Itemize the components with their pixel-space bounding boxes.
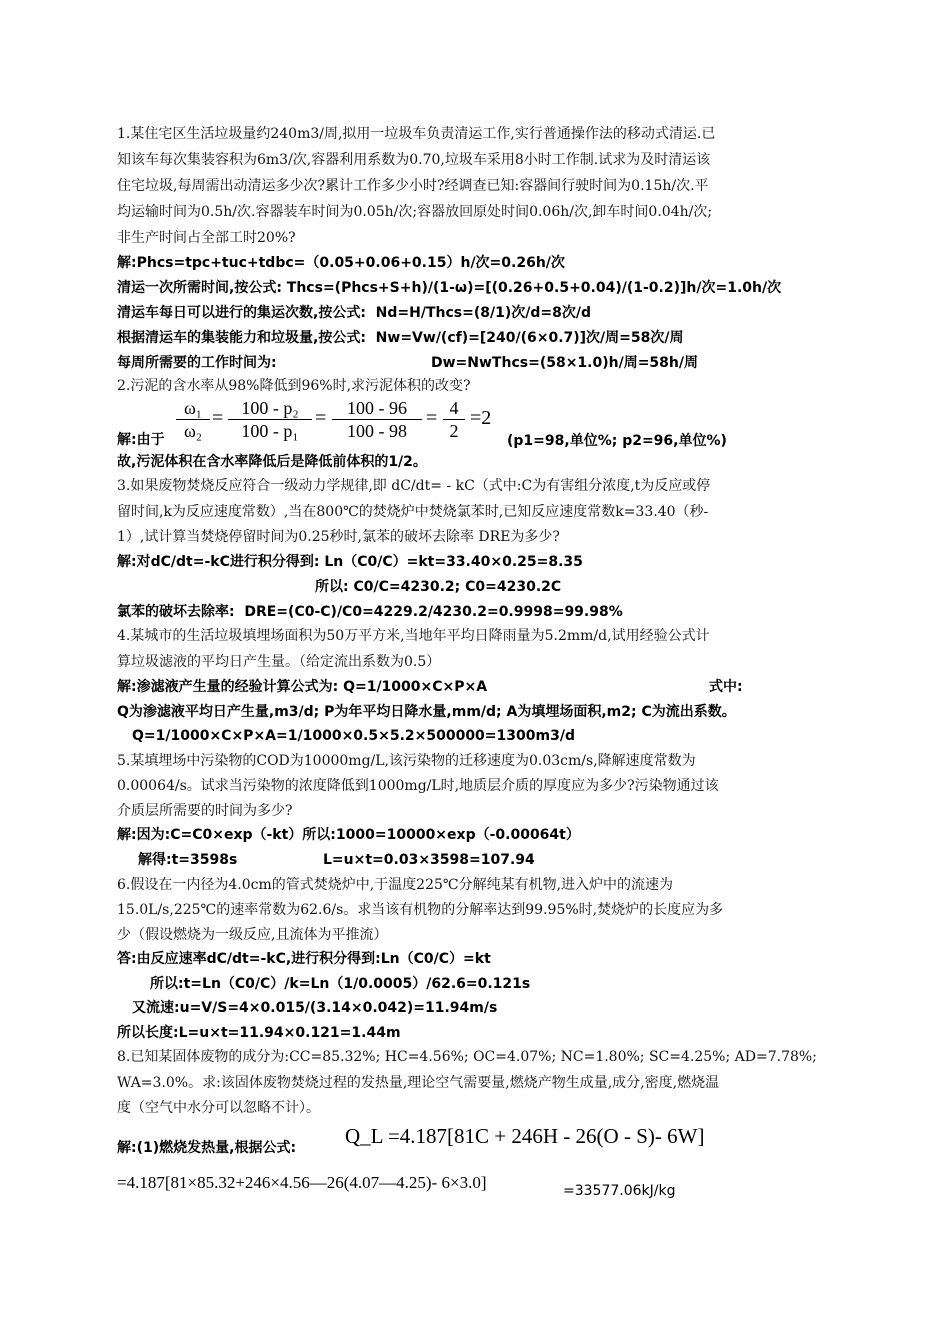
q4-solution-line: Q=1/1000×C×P×A=1/1000×0.5×5.2×500000=1300m3/d	[132, 728, 575, 744]
q3-solution-line: 氯苯的破坏去除率: DRE=(C0-C)/C0=4229.2/4230.2=0.9998=99.98%	[117, 604, 623, 620]
q1-solution-line: 根据清运车的集装能力和垃圾量,按公式: Nw=Vw/(cf)=[240/(6×0.7)]次/周=58次/周	[117, 330, 684, 346]
q5-solution-line: L=u×t=0.03×3598=107.94	[323, 852, 535, 868]
q2-units-note: (p1=98,单位%; p2=96,单位%)	[507, 433, 727, 449]
q6-solution-line: 答:由反应速率dC/dt=-kC,进行积分得到:Ln（C0/C）=kt	[117, 951, 491, 967]
q1-solution-line: 每周所需要的工作时间为:	[117, 355, 277, 371]
q6-solution-line: 所以:t=Ln（C0/C）/k=Ln（1/0.0005）/62.6=0.121s	[150, 976, 531, 992]
q5-text-line: 5.某填埋场中污染物的COD为10000mg/L,该污染物的迁移速度为0.03cm/s,降解速度常数为	[117, 753, 696, 769]
q8-text-line: 度（空气中水分可以忽略不计）。	[117, 1100, 320, 1116]
q3-text-line: 3.如果废物焚烧反应符合一级动力学规律,即 dC/dt= - kC（式中:C为有害组分浓度,t为反应或停	[117, 478, 711, 494]
q2-conclusion: 故,污泥体积在含水率降低后是降低前体积的1/2。	[117, 454, 427, 470]
q3-text-line: 留时间,k为反应速度常数）,当在800℃的焚烧炉中焚烧氯苯时,已知反应速度常数k=33.40（秒-	[117, 504, 709, 520]
q4-where-label: 式中:	[709, 679, 743, 695]
q1-text-line: 均运输时间为0.5h/次.容器装车时间为0.05h/次;容器放回原处时间0.06h/次,卸车时间0.04h/次;	[117, 204, 713, 220]
heating-value-formula: Q_L =4.187[81C + 246H - 26(O - S)- 6W]	[345, 1124, 705, 1148]
simplified-ratio: $\frac{4}{2}$	[443, 397, 465, 442]
q5-text-line: 0.00064/s。试求当污染物的浓度降低到1000mg/L时,地质层介质的厚度应为多少?污染物通过该	[117, 778, 719, 794]
q3-solution-line: 所以: C0/C=4230.2; C0=4230.2C	[315, 579, 562, 595]
q1-text-line: 住宅垃圾,每周需出动清运多少次?累计工作多少小时?经调查已知:容器间行驶时间为0.15h/次.平	[117, 178, 709, 194]
heating-value-result: =33577.06kJ/kg	[563, 1183, 676, 1199]
q6-solution-line: 所以长度:L=u×t=11.94×0.121=1.44m	[117, 1025, 401, 1041]
q4-solution-line: 解:渗滤液产生量的经验计算公式为: Q=1/1000×C×P×A	[117, 679, 488, 695]
numeric-ratio: $\frac{100 - 96}{100 - 98}$	[332, 397, 422, 442]
q2-text-line: 2.污泥的含水率从98%降低到96%时,求污泥体积的改变?	[117, 378, 471, 394]
q4-text-line: 算垃圾滤液的平均日产生量。（给定流出系数为0.5）	[117, 654, 441, 670]
q1-solution-formula: Dw=NwThcs=(58×1.0)h/周=58h/周	[431, 355, 698, 371]
q5-text-line: 介质层所需要的时间为多少?	[117, 803, 293, 819]
document-page: 1.某住宅区生活垃圾量约240m3/周,拟用一垃圾车负责清运工作,实行普通操作法的移动式清运.已 知该车每次集装容积为6m3/次,容器利用系数为0.70,垃圾车采用8小时工作制.试求为及时清运该 住宅垃圾,每周需出动清运多少次?累计工作多少小时?经调查已知:容器间行驶时间为0.15h/次.平 均运输时间为0.5h/次.容器装车时间为0.05h/次;容器放回原处时间0.06h/次,卸车时间0.04h/次; 非生产时间占全部工时20%? 解:Phcs=tpc+tuc+tdbc=（0.05+0.06+0.15）h/次=0.26h/次 清运一次所需时间,按公式: Thcs=(Phcs+S+h)/(1-ω)=[(0.26+0.5+0.04)/(1-0.2)]h/次=1.0h/次 清运车每日可以进行的集运次数,按公式: Nd=H/Thcs=(8/1)次/d=8次/d 根据清运车的集装能力和垃圾量,按公式: Nw=Vw/(cf)=[240/(6×0.7)]次/周=58次/周 每周所需要的工作时间为: Dw=NwThcs=(58×1.0)h/周=58h/周 2.污泥的含水率从98%降低到96%时,求污泥体积的改变? $\frac{\text{ω₁}}{\text{ω₂}}$ = $\frac{\text{100 - p₂}}{\text{100 - p₁}}$ = $\frac{100 - 96}{100 - 98}$ = $\frac{4}{2}$ =2 解:由于 (p1=98,单位%; p2=96,单位%) 故,污泥体积在含水率降低后是降低前体积的1/2。 3.如果废物焚烧反应符合一级动力学规律,即 dC/dt= - kC（式中:C为有害组分浓度,t为反应或停 留时间,k为反应速度常数）,当在800℃的焚烧炉中焚烧氯苯时,已知反应速度常数k=33.40（秒- 1）,试计算当焚烧停留时间为0.25秒时,氯苯的破坏去除率 DRE为多少? 解:对dC/dt=-kC进行积分得到: Ln（C0/C）=kt=33.40×0.25=8.35 所以: C0/C=4230.2; C0=4230.2C 氯苯的破坏去除率: DRE=(C0-C)/C0=4229.2/4230.2=0.9998=99.98% 4.某城市的生活垃圾填埋场面积为50万平方米,当地年平均日降雨量为5.2mm/d,试用经验公式计 算垃圾滤液的平均日产生量。（给定流出系数为0.5） 解:渗滤液产生量的经验计算公式为: Q=1/1000×C×P×A 式中: Q为渗滤液平均日产生量,m3/d; P为年平均日降水量,mm/d; A为填埋场面积,m2; C为流出系数。 Q=1/1000×C×P×A=1/1000×0.5×5.2×500000=1300m3/d 5.某填埋场中污染物的COD为10000mg/L,该污染物的迁移速度为0.03cm/s,降解速度常数为 0.00064/s。试求当污染物的浓度降低到1000mg/L时,地质层介质的厚度应为多少?污染物通过该 介质层所需要的时间为多少? 解:因为:C=C0×exp（-kt）所以:1000=10000×exp（-0.00064t） 解得:t=3598s L=u×t=0.03×3598=107.94 6.假设在一内径为4.0cm的管式焚烧炉中,于温度225℃分解纯某有机物,进入炉中的流速为 15.0L/s,225℃的速率常数为62.6/s。求当该有机物的分解率达到99.95%时,焚烧炉的长度应为多 少（假设燃烧为一级反应,且流体为平推流） 答:由反应速率dC/dt=-kC,进行积分得到:Ln（C0/C）=kt 所以:t=Ln（C0/C）/k=Ln（1/0.0005）/62.6=0.121s 又流速:u=V/S=4×0.015/(3.14×0.042)=11.94m/s 所以长度:L=u×t=11.94×0.121=1.44m 8.已知某固体废物的成分为:CC=85.32%; HC=4.56%; OC=4.07%; NC=1.80%; SC=4.25%; AD=7.78%; WA=3.0%。求:该固体废物焚烧过程的发热量,理论空气需要量,燃烧产物生成量,成分,密度,燃烧温 度（空气中水分可以忽略不计）。 解:(1)燃烧发热量,根据公式: Q_L =4.187[81C + 246H - 26(O - S)- 6W] =4.187[81×85.32+246×4.56—26(4.07—4.25)- 6×3.0] =33577.06kJ/kg	[0, 0, 950, 1344]
q6-solution-line: 又流速:u=V/S=4×0.015/(3.14×0.042)=11.94m/s	[132, 1000, 498, 1016]
q1-solution-line: 清运一次所需时间,按公式: Thcs=(Phcs+S+h)/(1-ω)=[(0.26+0.5+0.04)/(1-0.2)]h/次=1.0h/次	[117, 280, 782, 296]
q3-text-line: 1）,试计算当焚烧停留时间为0.25秒时,氯苯的破坏去除率 DRE为多少?	[117, 529, 560, 545]
q4-text-line: 4.某城市的生活垃圾填埋场面积为50万平方米,当地年平均日降雨量为5.2mm/d,试用经验公式计	[117, 628, 710, 644]
q1-text-line: 1.某住宅区生活垃圾量约240m3/周,拟用一垃圾车负责清运工作,实行普通操作法的移动式清运.已	[117, 126, 716, 142]
omega-ratio: $\frac{\text{ω₁}}{\text{ω₂}}$	[176, 397, 210, 442]
q1-text-line: 知该车每次集装容积为6m3/次,容器利用系数为0.70,垃圾车采用8小时工作制.试求为及时清运该	[117, 152, 711, 168]
q4-solution-line: Q为渗滤液平均日产生量,m3/d; P为年平均日降水量,mm/d; A为填埋场面积,m2; C为流出系数。	[117, 704, 736, 720]
q3-solution-line: 解:对dC/dt=-kC进行积分得到: Ln（C0/C）=kt=33.40×0.25=8.35	[117, 554, 583, 570]
q1-solution-line: 清运车每日可以进行的集运次数,按公式: Nd=H/Thcs=(8/1)次/d=8次/d	[117, 305, 591, 321]
q8-text-line: 8.已知某固体废物的成分为:CC=85.32%; HC=4.56%; OC=4.07%; NC=1.80%; SC=4.25%; AD=7.78%;	[117, 1049, 817, 1065]
q5-solution-line: 解:因为:C=C0×exp（-kt）所以:1000=10000×exp（-0.00064t）	[117, 827, 580, 843]
q2-solution-prefix: 解:由于	[117, 432, 165, 448]
q8-text-line: WA=3.0%。求:该固体废物焚烧过程的发热量,理论空气需要量,燃烧产物生成量,成分,密度,燃烧温	[117, 1075, 720, 1091]
q1-solution-line: 解:Phcs=tpc+tuc+tdbc=（0.05+0.06+0.15）h/次=0.26h/次	[117, 255, 565, 271]
q1-text-line: 非生产时间占全部工时20%?	[117, 230, 296, 246]
q6-text-line: 少（假设燃烧为一级反应,且流体为平推流）	[117, 927, 388, 943]
q6-text-line: 15.0L/s,225℃的速率常数为62.6/s。求当该有机物的分解率达到99.95%时,焚烧炉的长度应为多	[117, 902, 724, 918]
p-ratio: $\frac{\text{100 - p₂}}{\text{100 - p₁}}$	[228, 397, 312, 442]
q6-text-line: 6.假设在一内径为4.0cm的管式焚烧炉中,于温度225℃分解纯某有机物,进入炉中的流速为	[117, 877, 674, 893]
q5-solution-line: 解得:t=3598s	[138, 852, 238, 868]
q8-solution-line: 解:(1)燃烧发热量,根据公式:	[117, 1140, 297, 1156]
heating-value-substitution: =4.187[81×85.32+246×4.56—26(4.07—4.25)- 6×3.0]	[117, 1173, 487, 1192]
